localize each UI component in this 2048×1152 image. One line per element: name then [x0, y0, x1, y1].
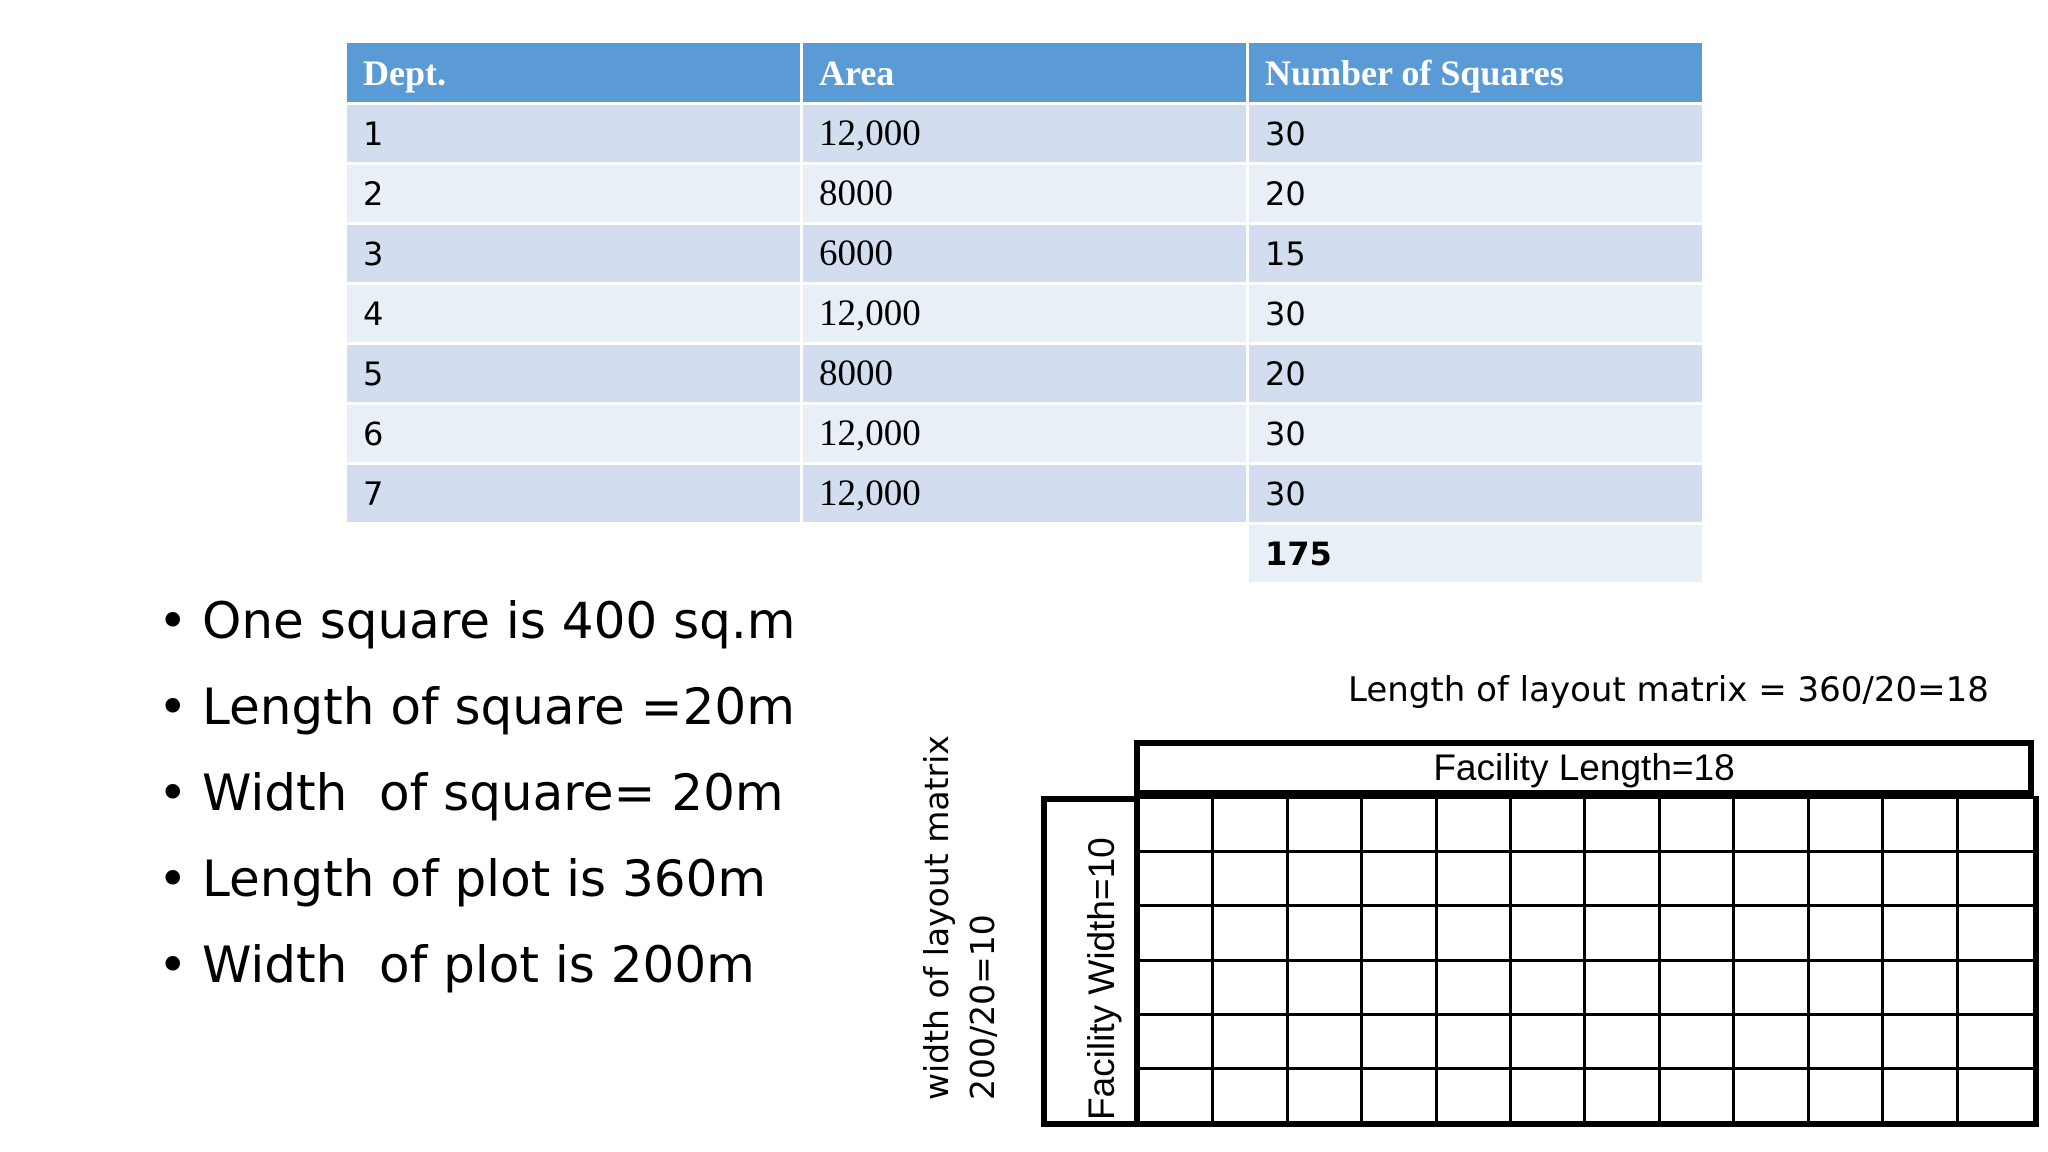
grid-cell [1512, 1067, 1586, 1121]
squares-cell: 15 [1249, 225, 1702, 285]
squares-cell: 30 [1249, 405, 1702, 465]
squares-cell: 20 [1249, 345, 1702, 405]
grid-cell [1884, 904, 1958, 958]
bullet-text: One square is 400 sq.m [202, 592, 796, 650]
blank-cell [803, 525, 1249, 585]
grid-cell [1735, 1013, 1809, 1067]
grid-cell [1959, 850, 2033, 904]
grid-cell [1661, 850, 1735, 904]
grid-cell [1586, 959, 1660, 1013]
grid-cell [1214, 959, 1288, 1013]
squares-cell: 30 [1249, 105, 1702, 165]
grid-cell [1959, 1067, 2033, 1121]
blank-cell [347, 525, 803, 585]
facility-length-label: Facility Length=18 [1433, 747, 1735, 788]
grid-cell [1363, 796, 1437, 850]
facility-width-header [1041, 796, 1140, 1127]
grid-cell [1884, 850, 1958, 904]
grid-cell [1140, 1067, 1214, 1121]
grid-cell [1735, 796, 1809, 850]
grid-cell [1810, 959, 1884, 1013]
grid-cell [1959, 796, 2033, 850]
total-squares: 175 [1249, 525, 1702, 585]
grid-cell [1363, 850, 1437, 904]
grid-cell [1140, 796, 1214, 850]
grid-cell [1884, 1013, 1958, 1067]
header-area: Area [803, 43, 1249, 105]
bullet-text: Length of square =20m [202, 678, 795, 736]
bullet-dot: • [158, 592, 188, 650]
grid-cell [1735, 959, 1809, 1013]
grid-cell [1289, 1067, 1363, 1121]
grid-cell [1586, 1013, 1660, 1067]
grid-cell [1810, 1013, 1884, 1067]
grid-cell [1959, 904, 2033, 958]
grid-cell [1363, 904, 1437, 958]
grid-cell [1661, 1067, 1735, 1121]
table-header-row [347, 43, 1702, 105]
dept-cell: 1 [347, 105, 803, 165]
grid-cell [1661, 959, 1735, 1013]
bullet-text: Width of plot is 200m [202, 936, 755, 994]
grid-cell [1140, 959, 1214, 1013]
squares-cell: 30 [1249, 465, 1702, 525]
dept-cell: 2 [347, 165, 803, 225]
grid-cell [1363, 1067, 1437, 1121]
grid-cell [1140, 850, 1214, 904]
bullet-dot: • [158, 764, 188, 822]
grid-cell [1884, 796, 1958, 850]
grid-cell [1512, 850, 1586, 904]
grid-cell [1586, 850, 1660, 904]
layout-matrix-width-label: width of layout matrix [917, 735, 956, 1100]
grid-cell [1661, 796, 1735, 850]
grid-cell [1810, 904, 1884, 958]
area-cell: 6000 [803, 225, 1249, 285]
dept-cell: 5 [347, 345, 803, 405]
table-row [347, 285, 1702, 345]
bullet-list [158, 586, 795, 1016]
grid-cell [1289, 796, 1363, 850]
dept-cell: 7 [347, 465, 803, 525]
grid-cell [1214, 1067, 1288, 1121]
grid-cell [1735, 850, 1809, 904]
bullet-item [158, 672, 795, 758]
grid-cell [1810, 850, 1884, 904]
bullet-dot: • [158, 936, 188, 994]
layout-matrix-width-value: 200/20=10 [963, 914, 1002, 1100]
table-row [347, 225, 1702, 285]
grid-cell [1512, 796, 1586, 850]
grid-cell [1214, 904, 1288, 958]
dept-cell: 3 [347, 225, 803, 285]
grid-cell [1586, 1067, 1660, 1121]
department-table [347, 43, 1702, 585]
header-dept: Dept. [347, 43, 803, 105]
total-row [347, 525, 1702, 585]
area-cell: 12,000 [803, 105, 1249, 165]
grid-cell [1438, 796, 1512, 850]
grid-cell [1438, 1067, 1512, 1121]
grid-cell [1363, 959, 1437, 1013]
squares-cell: 20 [1249, 165, 1702, 225]
grid-cell [1512, 904, 1586, 958]
dept-cell: 4 [347, 285, 803, 345]
grid-cell [1735, 904, 1809, 958]
grid-cell [1959, 959, 2033, 1013]
grid-cell [1438, 959, 1512, 1013]
facility-length-header [1134, 740, 2034, 796]
bullet-dot: • [158, 850, 188, 908]
bullet-item [158, 930, 795, 1016]
table-row [347, 165, 1702, 225]
bullet-item [158, 586, 795, 672]
grid-cell [1214, 796, 1288, 850]
grid-cell [1438, 850, 1512, 904]
grid-cell [1289, 959, 1363, 1013]
grid-cell [1363, 1013, 1437, 1067]
table-row [347, 345, 1702, 405]
grid-cell [1289, 904, 1363, 958]
grid-cell [1289, 1013, 1363, 1067]
bullet-text: Width of square= 20m [202, 764, 784, 822]
grid-cell [1884, 1067, 1958, 1121]
area-cell: 12,000 [803, 465, 1249, 525]
table-row [347, 105, 1702, 165]
layout-matrix-length-label: Length of layout matrix = 360/20=18 [1348, 670, 1989, 710]
grid-cell [1661, 1013, 1735, 1067]
layout-grid [1134, 796, 2039, 1127]
bullet-dot: • [158, 678, 188, 736]
dept-cell: 6 [347, 405, 803, 465]
grid-cell [1438, 904, 1512, 958]
grid-cell [1586, 796, 1660, 850]
grid-cell [1140, 1013, 1214, 1067]
grid-cell [1735, 1067, 1809, 1121]
grid-cell [1586, 904, 1660, 958]
bullet-text: Length of plot is 360m [202, 850, 767, 908]
grid-cell [1214, 850, 1288, 904]
header-number-of-squares: Number of Squares [1249, 43, 1702, 105]
grid-cell [1959, 1013, 2033, 1067]
table-row [347, 405, 1702, 465]
grid-cell [1810, 1067, 1884, 1121]
area-cell: 8000 [803, 165, 1249, 225]
grid-cell [1884, 959, 1958, 1013]
grid-cell [1661, 904, 1735, 958]
area-cell: 12,000 [803, 405, 1249, 465]
grid-cell [1512, 1013, 1586, 1067]
grid-cell [1512, 959, 1586, 1013]
area-cell: 8000 [803, 345, 1249, 405]
grid-cell [1140, 904, 1214, 958]
facility-width-label: Facility Width=10 [1081, 837, 1122, 1120]
grid-cell [1289, 850, 1363, 904]
grid-cell [1438, 1013, 1512, 1067]
grid-cell [1214, 1013, 1288, 1067]
grid-cell [1810, 796, 1884, 850]
bullet-item [158, 844, 795, 930]
area-cell: 12,000 [803, 285, 1249, 345]
bullet-item [158, 758, 795, 844]
squares-cell: 30 [1249, 285, 1702, 345]
table-row [347, 465, 1702, 525]
